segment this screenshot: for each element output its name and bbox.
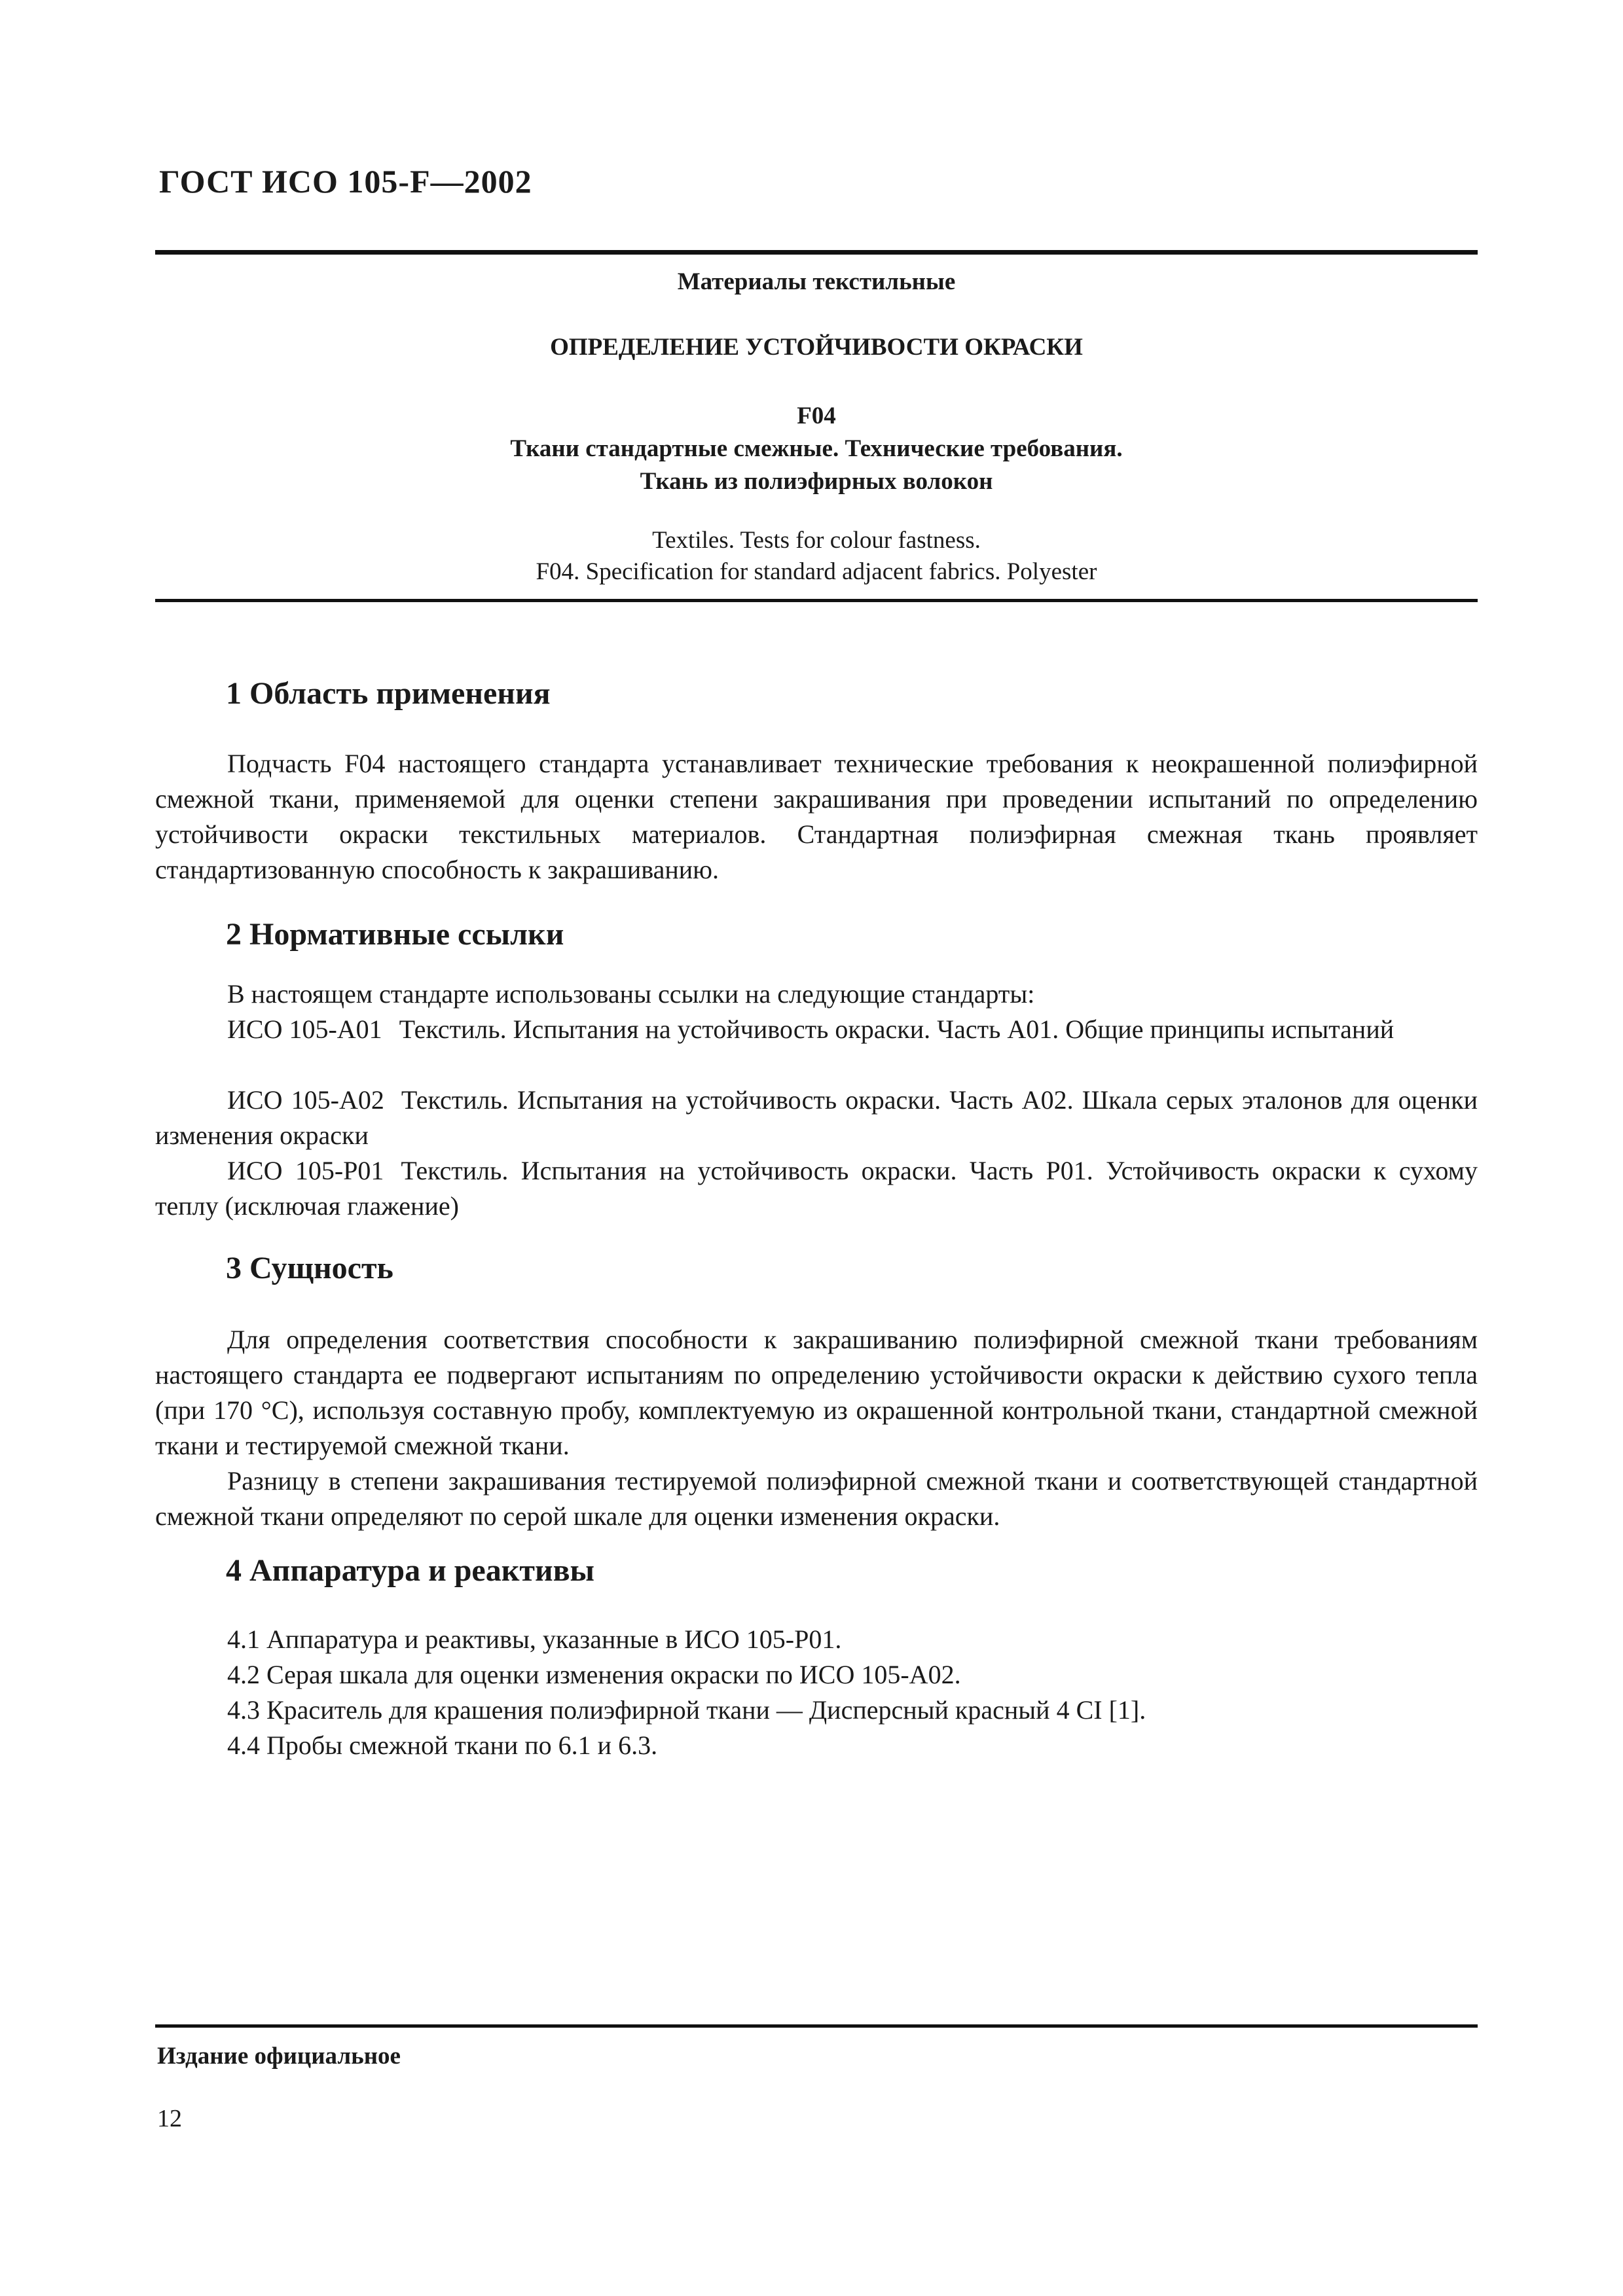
title-rule [155, 599, 1478, 602]
reference-code: ИСО 105-А01 [227, 1014, 382, 1044]
title-english-2: F04. Specification for standard adjacent fabrics. Polyester [536, 558, 1097, 585]
section-3-heading: 3 Сущность [226, 1251, 393, 1285]
reference-text: Текстиль. Испытания на устойчивость окраски. Часть А01. Общие принципы испытаний [399, 1014, 1395, 1044]
section-2-intro: В настоящем стандарте использованы ссылки на следующие стандарты: [227, 979, 1035, 1009]
section-3-paragraph-1: Для определения соответствия способности к закрашиванию полиэфирной смежной ткани требованиям настоящего стандарта ее подвергают испытаниям по определению устойчивости окраски к действию сухого тепла (при 170 °С), используя составную пробу, комплектуемую из окрашенной контрольной ткани, стандартной смежной ткани и тестируемой смежной ткани. [155, 1325, 1478, 1460]
page-number: 12 [157, 2105, 182, 2132]
section-1-text: Подчасть F04 настоящего стандарта устанавливает технические требования к неокрашенной полиэфирной смежной ткани, применяемой для оценки степени закрашивания при проведении испытаний по определению устойчивости окраски текстильных материалов. Стандартная полиэфирная смежная ткань проявляет стандартизованную способность к закрашиванию. [155, 749, 1478, 884]
title-main: ОПРЕДЕЛЕНИЕ УСТОЙЧИВОСТИ ОКРАСКИ [550, 334, 1083, 361]
section-2-heading: 2 Нормативные ссылки [226, 917, 564, 952]
reference-code: ИСО 105-А02 [227, 1085, 384, 1115]
reference-item [155, 1012, 1478, 1047]
reference-item [155, 1153, 1478, 1224]
reference-code: ИСО 105-Р01 [227, 1156, 384, 1185]
section-3-paragraph-2: Разницу в степени закрашивания тестируемой полиэфирной смежной ткани и соответствующей стандартной смежной ткани определяют по серой шкале для оценки изменения окраски. [155, 1466, 1478, 1531]
title-subtitle-1: Ткани стандартные смежные. Технические требования. [510, 435, 1123, 462]
title-english-1: Textiles. Tests for colour fastness. [652, 527, 981, 554]
title-code: F04 [797, 403, 836, 429]
top-rule [155, 250, 1478, 255]
list-item: 4.1 Аппаратура и реактивы, указанные в ИСО 105-Р01. [227, 1624, 842, 1654]
list-item: 4.3 Краситель для крашения полиэфирной ткани — Дисперсный красный 4 CI [1]. [227, 1695, 1146, 1725]
section-1-heading: 1 Область применения [226, 676, 551, 711]
standard-code: ГОСТ ИСО 105-F—2002 [159, 163, 532, 200]
title-subtitle-2: Ткань из полиэфирных волокон [640, 468, 993, 495]
footer-rule [155, 2024, 1478, 2028]
reference-item [155, 1083, 1478, 1153]
list-item: 4.2 Серая шкала для оценки изменения окраски по ИСО 105-А02. [227, 1660, 961, 1689]
section-4-heading: 4 Аппаратура и реактивы [226, 1553, 595, 1588]
reference-text: Текстиль. Испытания на устойчивость окраски. Часть Р01. Устойчивость окраски к сухому теплу (исключая глажение) [155, 1156, 1478, 1221]
title-materials: Материалы текстильные [677, 268, 956, 295]
reference-text: Текстиль. Испытания на устойчивость окраски. Часть А02. Шкала серых эталонов для оценки изменения окраски [155, 1085, 1478, 1150]
edition-label: Издание официальное [157, 2043, 401, 2070]
list-item: 4.4 Пробы смежной ткани по 6.1 и 6.3. [227, 1731, 658, 1760]
